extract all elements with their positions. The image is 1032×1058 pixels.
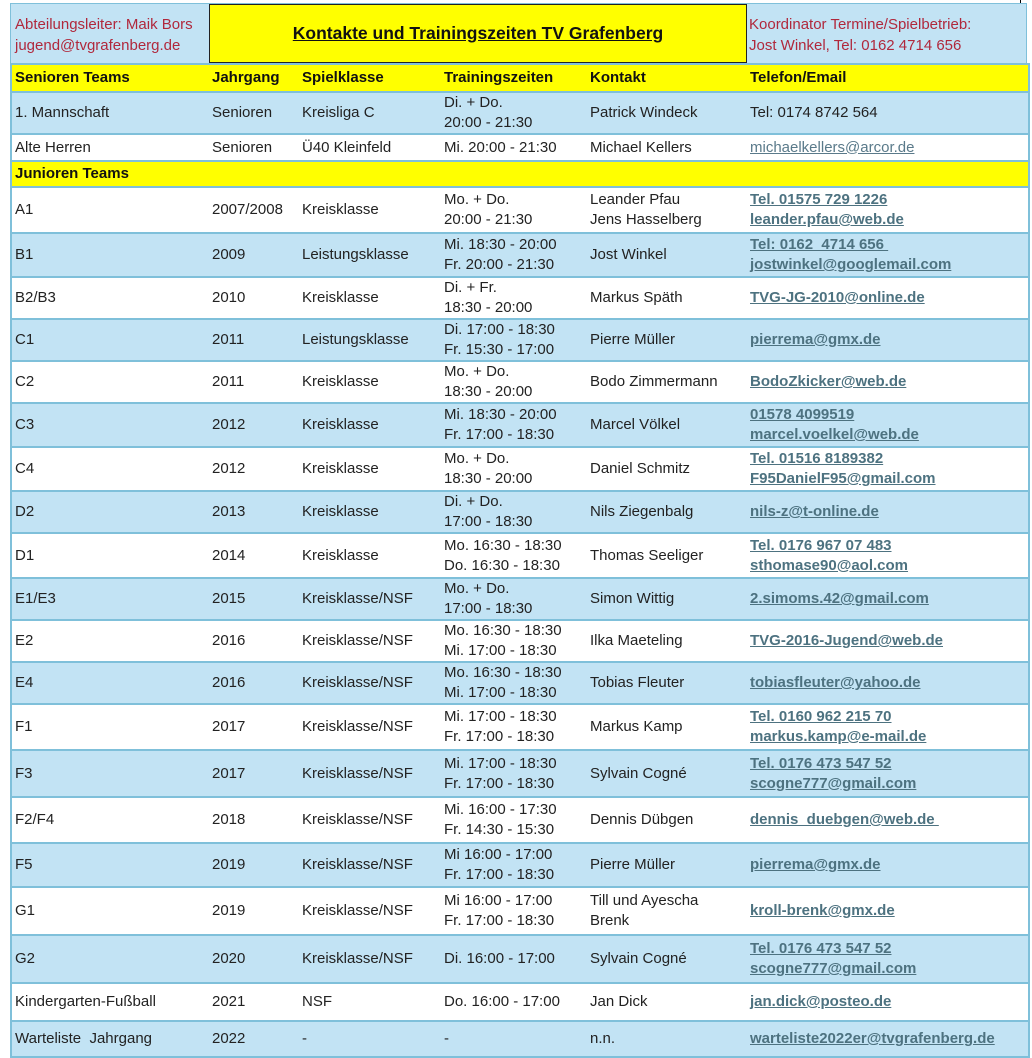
team-row	[11, 134, 1029, 161]
contact-info-cell	[747, 361, 1029, 403]
contact-person-cell	[587, 1021, 747, 1057]
email-link[interactable]: leander.pfau@web.de	[750, 211, 904, 228]
column-header-jahrgang: Jahrgang	[209, 64, 299, 92]
phone-link[interactable]: Tel. 0176 967 07 483	[750, 536, 892, 554]
department-head-name: Abteilungsleiter: Maik Bors	[15, 16, 193, 33]
training-time-line: Fr. 17:00 - 18:30	[444, 426, 555, 443]
jahrgang-cell: 2014	[209, 533, 299, 578]
team-name-cell: B2/B3	[11, 277, 209, 319]
email-link[interactable]: TVG-2016-Jugend@web.de	[750, 632, 944, 649]
teams-table	[10, 63, 1030, 1058]
phone-link[interactable]: Tel. 0176 473 547 52	[750, 940, 892, 957]
contact-info-cell	[747, 750, 1029, 797]
training-times-cell	[441, 319, 587, 361]
column-header-kontakt: Kontakt	[587, 64, 747, 92]
training-times-cell	[441, 447, 587, 491]
contact-person-cell	[587, 620, 747, 662]
team-name-cell: F2/F4	[11, 797, 209, 843]
training-time-line: Mo. + Do.	[444, 450, 510, 467]
spielklasse-cell: Kreisklasse	[299, 361, 441, 403]
jahrgang-cell: Senioren	[209, 134, 299, 161]
jahrgang-cell: 2012	[209, 447, 299, 491]
contact-person-cell	[587, 187, 747, 233]
contact-person-name: Daniel Schmitz	[590, 460, 691, 477]
team-row	[11, 187, 1029, 233]
training-time-line: Mi. 20:00 - 21:30	[444, 138, 557, 156]
contact-person-name: Pierre Müller	[590, 856, 676, 873]
team-name-cell: 1. Mannschaft	[11, 92, 209, 134]
contact-person-name: Sylvain Cogné	[590, 950, 687, 967]
training-time-line: Mo. + Do.	[444, 580, 510, 597]
training-time-line: Do. 16:00 - 17:00	[444, 993, 560, 1010]
spielklasse-cell: Kreisklasse/NSF	[299, 935, 441, 983]
team-name-cell: D1	[11, 533, 209, 578]
team-name-cell: B1	[11, 233, 209, 277]
training-time-line: Fr. 14:30 - 15:30	[444, 821, 555, 838]
contact-person-name: Markus Kamp	[590, 718, 683, 735]
contact-person-cell	[587, 704, 747, 750]
training-times-cell	[441, 92, 587, 134]
contact-person-name: Sylvain Cogné	[590, 764, 687, 782]
team-row	[11, 361, 1029, 403]
team-row	[11, 1021, 1029, 1057]
email-link[interactable]: nils-z@t-online.de	[750, 503, 879, 520]
contact-info-cell	[747, 797, 1029, 843]
contact-person-cell	[587, 92, 747, 134]
training-times-cell	[441, 403, 587, 447]
contact-info-cell	[747, 233, 1029, 277]
column-header-trainingszeiten: Trainingszeiten	[441, 64, 587, 92]
training-time-line: Mi. 17:00 - 18:30	[444, 708, 557, 725]
email-link[interactable]: 2.simoms.42@gmail.com	[750, 590, 929, 607]
team-row	[11, 750, 1029, 797]
training-times-cell	[441, 187, 587, 233]
contact-info-cell	[747, 983, 1029, 1021]
phone-link[interactable]: 01578 4099519	[750, 406, 855, 423]
email-link[interactable]: markus.kamp@e-mail.de	[750, 728, 927, 745]
contact-person-name: n.n.	[590, 1030, 616, 1047]
spielklasse-cell: Kreisklasse/NSF	[299, 704, 441, 750]
jahrgang-cell: 2010	[209, 277, 299, 319]
jahrgang-cell: 2017	[209, 750, 299, 797]
training-time-line: 17:00 - 18:30	[444, 513, 533, 530]
contact-person-cell	[587, 319, 747, 361]
jahrgang-cell: 2016	[209, 620, 299, 662]
contact-person-cell	[587, 277, 747, 319]
training-times-cell	[441, 662, 587, 704]
team-row	[11, 533, 1029, 578]
spielklasse-cell: Kreisklasse	[299, 187, 441, 233]
training-time-line: Fr. 15:30 - 17:00	[444, 341, 555, 358]
training-times-cell	[441, 1021, 587, 1057]
team-row	[11, 843, 1029, 887]
team-name-cell: D2	[11, 491, 209, 533]
training-times-cell	[441, 491, 587, 533]
contact-person-name: Jens Hasselberg	[590, 211, 702, 228]
contact-person-name: Pierre Müller	[590, 331, 676, 348]
contact-person-cell	[587, 134, 747, 161]
contact-person-cell	[587, 361, 747, 403]
team-row	[11, 983, 1029, 1021]
jahrgang-cell: 2013	[209, 491, 299, 533]
training-time-line: Mo. 16:30 - 18:30	[444, 664, 562, 681]
contact-person-cell	[587, 447, 747, 491]
contact-person-cell	[587, 843, 747, 887]
jahrgang-cell: 2020	[209, 935, 299, 983]
header-bar	[10, 3, 1027, 63]
contact-info-cell	[747, 187, 1029, 233]
spielklasse-cell: Kreisklasse	[299, 277, 441, 319]
team-name-cell: E4	[11, 662, 209, 704]
spielklasse-cell: -	[299, 1021, 441, 1057]
phone-link[interactable]: Tel. 0160 962 215 70	[750, 708, 892, 725]
training-time-line: Di. + Do.	[444, 493, 503, 510]
training-times-cell	[441, 361, 587, 403]
contact-person-name: Tobias Fleuter	[590, 674, 685, 691]
contact-person-name: Nils Ziegenbalg	[590, 503, 694, 520]
phone-link[interactable]: Tel: 0162 4714 656	[750, 236, 889, 253]
training-time-line: 20:00 - 21:30	[444, 114, 533, 131]
spielklasse-cell: Kreisklasse/NSF	[299, 750, 441, 797]
team-name-cell: F3	[11, 750, 209, 797]
training-times-cell	[441, 620, 587, 662]
contact-info-cell	[747, 277, 1029, 319]
training-time-line: Fr. 20:00 - 21:30	[444, 256, 555, 273]
team-name-cell: Warteliste Jahrgang	[11, 1021, 209, 1057]
contact-person-cell	[587, 662, 747, 704]
team-row	[11, 319, 1029, 361]
training-time-line: Do. 16:30 - 18:30	[444, 556, 560, 574]
training-time-line: Di. + Do.	[444, 94, 503, 111]
training-time-line: -	[444, 1030, 449, 1047]
email-link[interactable]: F95DanielF95@gmail.com	[750, 470, 936, 487]
contact-info-cell	[747, 620, 1029, 662]
email-link[interactable]: warteliste2022er@tvgrafenberg.de	[750, 1030, 995, 1047]
email-link[interactable]: dennis_duebgen@web.de	[750, 811, 939, 828]
email-link[interactable]: pierrema@gmx.de	[750, 331, 881, 348]
training-times-cell	[441, 935, 587, 983]
phone-number: Tel: 0174 8742 564	[750, 104, 878, 121]
contact-person-name: Leander Pfau	[590, 191, 681, 208]
department-head-info	[15, 14, 193, 56]
training-time-line: Fr. 17:00 - 18:30	[444, 774, 555, 792]
spielklasse-cell: Kreisklasse/NSF	[299, 843, 441, 887]
contact-person-cell	[587, 533, 747, 578]
team-row	[11, 797, 1029, 843]
spielklasse-cell: NSF	[299, 983, 441, 1021]
contact-info-cell	[747, 843, 1029, 887]
contact-person-cell	[587, 935, 747, 983]
department-head-email: jugend@tvgrafenberg.de	[15, 37, 181, 54]
spielklasse-cell: Kreisklasse	[299, 447, 441, 491]
email-link[interactable]: marcel.voelkel@web.de	[750, 426, 919, 443]
team-name-cell: C3	[11, 403, 209, 447]
section-header-row	[11, 161, 1029, 187]
spielklasse-cell: Kreisklasse	[299, 533, 441, 578]
contact-person-cell	[587, 233, 747, 277]
contact-person-name: Markus Späth	[590, 289, 683, 306]
training-times-cell	[441, 843, 587, 887]
spielklasse-cell: Leistungsklasse	[299, 233, 441, 277]
email-link[interactable]: sthomase90@aol.com	[750, 556, 909, 574]
contact-info-cell	[747, 491, 1029, 533]
contact-info-cell	[747, 662, 1029, 704]
spielklasse-cell: Kreisklasse/NSF	[299, 578, 441, 620]
team-name-cell: E1/E3	[11, 578, 209, 620]
phone-link[interactable]: Tel. 01516 8189382	[750, 450, 884, 467]
jahrgang-cell: 2017	[209, 704, 299, 750]
team-row	[11, 277, 1029, 319]
team-name-cell: C2	[11, 361, 209, 403]
email-link[interactable]: TVG-JG-2010@online.de	[750, 289, 925, 306]
training-time-line: Di. 17:00 - 18:30	[444, 321, 555, 338]
team-row	[11, 935, 1029, 983]
spielklasse-cell: Kreisklasse	[299, 491, 441, 533]
training-time-line: Fr. 17:00 - 18:30	[444, 866, 555, 883]
training-times-cell	[441, 887, 587, 935]
training-time-line: Mi. 17:00 - 18:30	[444, 642, 557, 659]
training-time-line: Fr. 17:00 - 18:30	[444, 912, 555, 929]
contact-person-name: Simon Wittig	[590, 590, 675, 607]
section-header-junioren: Junioren Teams	[11, 161, 1029, 187]
phone-link[interactable]: Tel. 0176 473 547 52	[750, 754, 892, 772]
contact-info-cell	[747, 92, 1029, 134]
contact-person-name: Thomas Seeliger	[590, 546, 704, 564]
contact-person-cell	[587, 750, 747, 797]
team-row	[11, 620, 1029, 662]
training-times-cell	[441, 277, 587, 319]
training-time-line: Mi. 17:00 - 18:30	[444, 754, 557, 772]
spielklasse-cell: Ü40 Kleinfeld	[299, 134, 441, 161]
spielklasse-cell: Kreisklasse	[299, 403, 441, 447]
coordinator-info	[749, 14, 971, 56]
training-time-line: Di. 16:00 - 17:00	[444, 950, 555, 967]
contact-info-cell	[747, 935, 1029, 983]
training-times-cell	[441, 750, 587, 797]
contact-info-cell	[747, 704, 1029, 750]
jahrgang-cell: 2011	[209, 319, 299, 361]
email-link[interactable]: kroll-brenk@gmx.de	[750, 902, 895, 919]
team-name-cell: Kindergarten-Fußball	[11, 983, 209, 1021]
training-times-cell	[441, 797, 587, 843]
jahrgang-cell: 2019	[209, 887, 299, 935]
contact-person-cell	[587, 578, 747, 620]
training-time-line: Mo. + Do.	[444, 191, 510, 208]
contact-person-name: Ilka Maeteling	[590, 632, 683, 649]
contact-info-cell	[747, 533, 1029, 578]
training-time-line: Mi. 17:00 - 18:30	[444, 684, 557, 701]
spielklasse-cell: Kreisklasse/NSF	[299, 887, 441, 935]
team-name-cell: C1	[11, 319, 209, 361]
training-time-line: Mo. + Do.	[444, 363, 510, 380]
jahrgang-cell: Senioren	[209, 92, 299, 134]
coordinator-label: Koordinator Termine/Spielbetrieb:	[749, 16, 972, 33]
email-link[interactable]: jostwinkel@googlemail.com	[750, 256, 952, 273]
jahrgang-cell: 2022	[209, 1021, 299, 1057]
coordinator-contact: Jost Winkel, Tel: 0162 4714 656	[749, 37, 962, 54]
column-header-row	[11, 64, 1029, 92]
contact-info-cell	[747, 319, 1029, 361]
contact-person-name: Patrick Windeck	[590, 104, 698, 121]
training-time-line: Mi. 16:00 - 17:30	[444, 801, 557, 818]
jahrgang-cell: 2011	[209, 361, 299, 403]
column-header-telefon-email: Telefon/Email	[747, 64, 1029, 92]
training-time-line: 18:30 - 20:00	[444, 383, 533, 400]
training-time-line: Di. + Fr.	[444, 279, 497, 296]
contact-person-name: Till und Ayescha	[590, 892, 699, 909]
contact-info-cell	[747, 1021, 1029, 1057]
contact-person-cell	[587, 797, 747, 843]
contact-person-name: Marcel Völkel	[590, 416, 681, 433]
email-link[interactable]: tobiasfleuter@yahoo.de	[750, 674, 921, 691]
team-row	[11, 704, 1029, 750]
training-time-line: 17:00 - 18:30	[444, 600, 533, 617]
training-times-cell	[441, 134, 587, 161]
training-time-line: Mi. 18:30 - 20:00	[444, 406, 557, 423]
training-time-line: 18:30 - 20:00	[444, 470, 533, 487]
jahrgang-cell: 2019	[209, 843, 299, 887]
jahrgang-cell: 2016	[209, 662, 299, 704]
contact-person-cell	[587, 403, 747, 447]
jahrgang-cell: 2021	[209, 983, 299, 1021]
team-row	[11, 578, 1029, 620]
column-header-team: Senioren Teams	[11, 64, 209, 92]
team-name-cell: G1	[11, 887, 209, 935]
team-row	[11, 662, 1029, 704]
team-row	[11, 491, 1029, 533]
email-link[interactable]: scogne777@gmail.com	[750, 774, 917, 792]
training-time-line: 20:00 - 21:30	[444, 211, 533, 228]
team-name-cell: F1	[11, 704, 209, 750]
spielklasse-cell: Kreisklasse/NSF	[299, 797, 441, 843]
email-link[interactable]: michaelkellers@arcor.de	[750, 138, 915, 156]
contact-person-cell	[587, 983, 747, 1021]
team-name-cell: E2	[11, 620, 209, 662]
training-time-line: 18:30 - 20:00	[444, 299, 533, 316]
training-time-line: Mi 16:00 - 17:00	[444, 892, 553, 909]
team-row	[11, 92, 1029, 134]
jahrgang-cell: 2015	[209, 578, 299, 620]
training-times-cell	[441, 983, 587, 1021]
training-times-cell	[441, 533, 587, 578]
team-name-cell: G2	[11, 935, 209, 983]
jahrgang-cell: 2009	[209, 233, 299, 277]
email-link[interactable]: jan.dick@posteo.de	[750, 993, 892, 1010]
training-times-cell	[441, 704, 587, 750]
spielklasse-cell: Kreisklasse/NSF	[299, 620, 441, 662]
team-row	[11, 403, 1029, 447]
jahrgang-cell: 2018	[209, 797, 299, 843]
page-title: Kontakte und Trainingszeiten TV Grafenberg	[292, 23, 664, 43]
training-time-line: Fr. 17:00 - 18:30	[444, 728, 555, 745]
contact-info-cell	[747, 403, 1029, 447]
jahrgang-cell: 2012	[209, 403, 299, 447]
spielklasse-cell: Kreisklasse/NSF	[299, 662, 441, 704]
team-name-cell: C4	[11, 447, 209, 491]
contact-person-cell	[587, 491, 747, 533]
spielklasse-cell: Leistungsklasse	[299, 319, 441, 361]
contact-person-name: Jost Winkel	[590, 246, 667, 263]
training-time-line: Mi 16:00 - 17:00	[444, 846, 553, 863]
contact-person-name: Jan Dick	[590, 993, 648, 1010]
phone-link[interactable]: Tel. 01575 729 1226	[750, 191, 888, 208]
training-time-line: Mo. 16:30 - 18:30	[444, 622, 562, 639]
team-row	[11, 887, 1029, 935]
jahrgang-cell: 2007/2008	[209, 187, 299, 233]
training-times-cell	[441, 233, 587, 277]
contact-person-name: Bodo Zimmermann	[590, 373, 718, 390]
email-link[interactable]: scogne777@gmail.com	[750, 960, 917, 977]
email-link[interactable]: BodoZkicker@web.de	[750, 373, 907, 390]
contact-info-cell	[747, 447, 1029, 491]
team-row	[11, 233, 1029, 277]
contact-info-cell	[747, 578, 1029, 620]
contact-person-name: Michael Kellers	[590, 138, 692, 156]
contact-person-cell	[587, 887, 747, 935]
contact-info-cell	[747, 134, 1029, 161]
spielklasse-cell: Kreisliga C	[299, 92, 441, 134]
training-time-line: Mi. 18:30 - 20:00	[444, 236, 557, 253]
page-title-box	[209, 4, 747, 63]
team-name-cell: A1	[11, 187, 209, 233]
team-name-cell: Alte Herren	[11, 134, 209, 161]
contact-info-cell	[747, 887, 1029, 935]
training-times-cell	[441, 578, 587, 620]
column-header-spielklasse: Spielklasse	[299, 64, 441, 92]
contact-sheet	[10, 3, 1027, 1058]
team-row	[11, 447, 1029, 491]
email-link[interactable]: pierrema@gmx.de	[750, 856, 881, 873]
contact-person-name: Brenk	[590, 912, 630, 929]
training-time-line: Mo. 16:30 - 18:30	[444, 536, 562, 554]
contact-person-name: Dennis Dübgen	[590, 811, 694, 828]
team-name-cell: F5	[11, 843, 209, 887]
